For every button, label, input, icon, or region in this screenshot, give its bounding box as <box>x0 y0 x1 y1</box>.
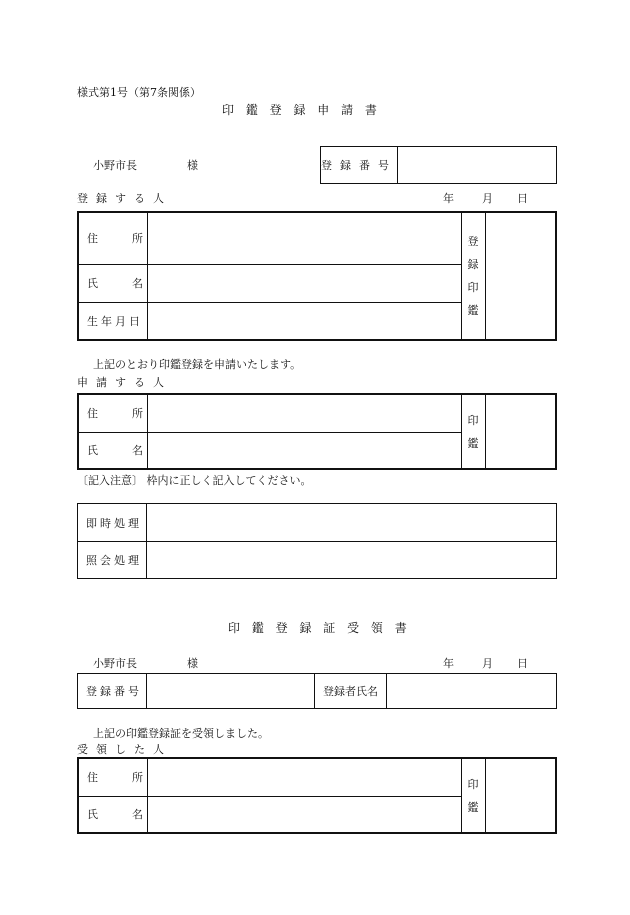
applicant-name-label: 氏 名 <box>78 432 147 469</box>
applicant-table <box>77 393 557 470</box>
receipt-title: 印 鑑 登 録 証 受 領 書 <box>228 621 411 635</box>
reg-number-field[interactable] <box>398 147 557 184</box>
date-day: 日 <box>517 192 528 205</box>
recipient-name-label: 氏 名 <box>78 796 147 833</box>
receipt-reg-number-field[interactable] <box>147 674 315 709</box>
address-label: 住 所 <box>78 212 147 264</box>
recipient-heading: 受領した人 <box>77 743 172 756</box>
birthdate-field[interactable] <box>147 302 461 340</box>
date-year: 年 <box>443 192 454 205</box>
receipt-addressee: 小野市長 <box>93 657 137 670</box>
applicant-name-field[interactable] <box>147 432 461 469</box>
receipt-reg-table <box>77 673 557 709</box>
registrant-heading: 登録する人 <box>77 192 172 205</box>
receipt-reg-number-label: 登録番号 <box>78 674 147 709</box>
receipt-registrant-name-label: 登録者氏名 <box>315 674 387 709</box>
applicant-address-field[interactable] <box>147 394 461 432</box>
receipt-registrant-name-field[interactable] <box>387 674 557 709</box>
receipt-date-year: 年 <box>443 657 454 670</box>
immediate-label: 即時処理 <box>78 504 147 542</box>
immediate-field[interactable] <box>147 504 557 542</box>
seal-label: 登 録 印 鑑 <box>461 212 485 340</box>
honorific: 様 <box>187 159 198 172</box>
form-number: 様式第1号（第7条関係） <box>77 86 201 99</box>
receipt-statement: 上記の印鑑登録証を受領しました。 <box>93 727 269 740</box>
inquiry-label: 照会処理 <box>78 542 147 579</box>
address-field[interactable] <box>147 212 461 264</box>
entry-note: 〔記入注意〕 枠内に正しく記入してください。 <box>77 474 312 487</box>
registrant-table <box>77 211 557 341</box>
receipt-date-month: 月 <box>482 657 493 670</box>
recipient-seal-label: 印 鑑 <box>461 758 485 833</box>
reg-number-label: 登録番号 <box>321 147 398 184</box>
applicant-seal-label: 印 鑑 <box>461 394 485 469</box>
recipient-address-label: 住 所 <box>78 758 147 796</box>
applicant-heading: 申請する人 <box>77 376 172 389</box>
processing-table <box>77 503 557 579</box>
date-month: 月 <box>482 192 493 205</box>
receipt-honorific: 様 <box>187 657 198 670</box>
receipt-date-day: 日 <box>517 657 528 670</box>
application-statement: 上記のとおり印鑑登録を申請いたします。 <box>93 358 302 371</box>
inquiry-field[interactable] <box>147 542 557 579</box>
birthdate-label: 生年月日 <box>78 302 147 340</box>
recipient-name-field[interactable] <box>147 796 461 833</box>
name-field[interactable] <box>147 264 461 302</box>
seal-area[interactable] <box>485 212 556 340</box>
recipient-table <box>77 757 557 834</box>
applicant-seal-area[interactable] <box>485 394 556 469</box>
applicant-address-label: 住 所 <box>78 394 147 432</box>
addressee: 小野市長 <box>93 159 137 172</box>
application-title: 印 鑑 登 録 申 請 書 <box>222 103 381 117</box>
reg-number-box <box>320 146 557 184</box>
recipient-address-field[interactable] <box>147 758 461 796</box>
recipient-seal-area[interactable] <box>485 758 556 833</box>
name-label: 氏 名 <box>78 264 147 302</box>
